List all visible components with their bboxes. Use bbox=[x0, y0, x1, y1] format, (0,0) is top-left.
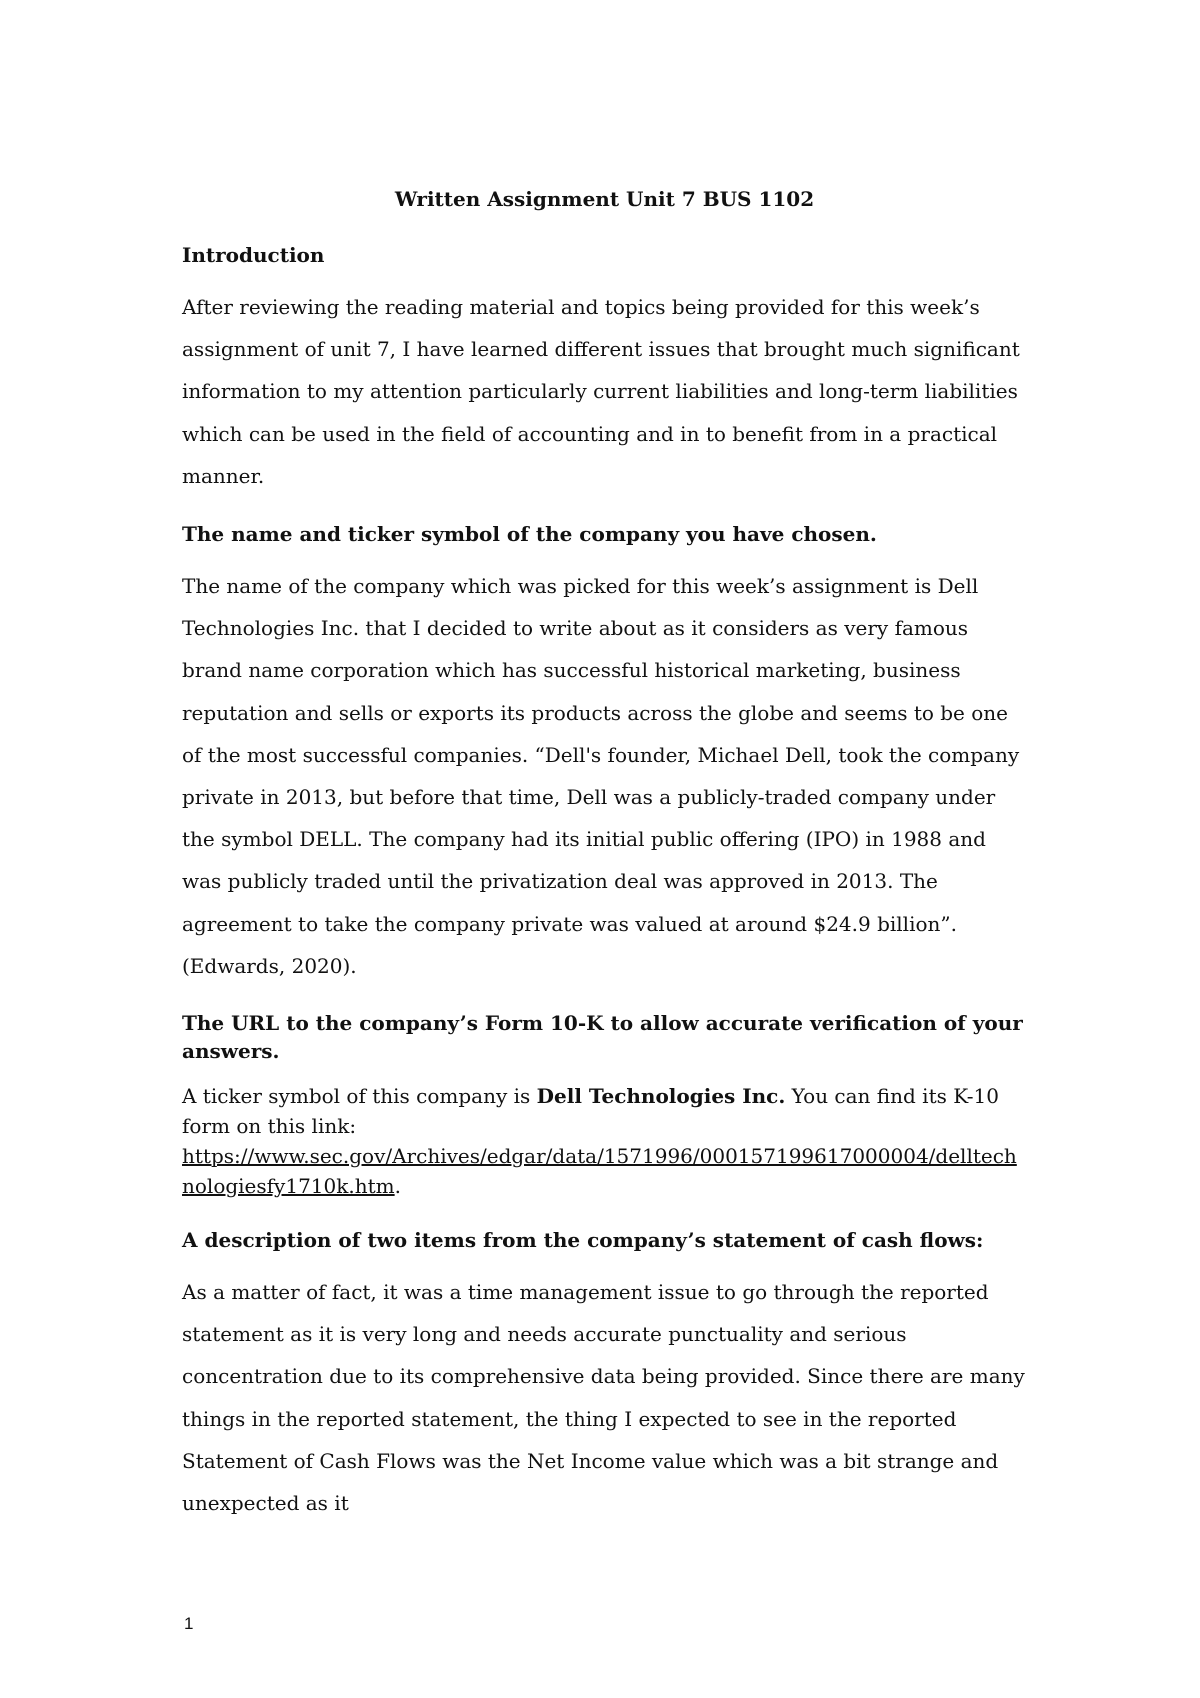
cash-flows-paragraph: As a matter of fact, it was a time management issue to go through the reported statement as it is very long and needs accurate punctuality and serious concentration due to its comprehensive data being provided. Since there are many things in the reported statement, the thing I expected to see in the reported Statement of Cash Flows was the Net Income value which was a bit strange and unexpected as it bbox=[182, 1280, 1025, 1516]
url-heading: The URL to the company’s Form 10-K to allow accurate verification of your answers. bbox=[182, 1011, 1023, 1064]
url-text-after: You can find its K-10 form on this link: bbox=[182, 1084, 999, 1139]
form-10k-link[interactable]: https://www.sec.gov/Archives/edgar/data/1571996/000157199617000004/delltechnologiesfy1710k.htm bbox=[182, 1144, 1017, 1199]
company-paragraph: The name of the company which was picked for this week’s assignment is Dell Technologies Inc. that I decided to write about as it considers as very famous brand name corporation which has successful historical marketing, business reputation and sells or exports its products across the globe and seems to be one of the most successful companies. “Dell's founder, Michael Dell, took the company private in 2013, but before that time, Dell was a publicly-traded company under the symbol DELL. The company had its initial public offering (IPO) in 1988 and was publicly traded until the privatization deal was approved in 2013. The agreement to take the company private was valued at around $24.9 billion”. (Edwards, 2020). bbox=[182, 574, 1020, 978]
url-period: . bbox=[394, 1174, 401, 1199]
company-name-bold: Dell Technologies Inc. bbox=[536, 1084, 786, 1109]
introduction-heading: Introduction bbox=[182, 243, 325, 267]
url-text-before: A ticker symbol of this company is bbox=[182, 1084, 537, 1109]
introduction-paragraph: After reviewing the reading material and topics being provided for this week’s assignment of unit 7, I have learned different issues that brought much significant information to my attention particularly current liabilities and long-term liabilities which can be used in the field of accounting and in to benefit from in a practical manner. bbox=[182, 295, 1020, 488]
page-number: 1 bbox=[184, 1614, 194, 1633]
url-paragraph bbox=[182, 1081, 1027, 1201]
cash-flows-heading: A description of two items from the company’s statement of cash flows: bbox=[182, 1228, 984, 1253]
document-body bbox=[182, 186, 1027, 1546]
document-title: Written Assignment Unit 7 BUS 1102 bbox=[394, 187, 815, 211]
company-heading: The name and ticker symbol of the company you have chosen. bbox=[182, 522, 877, 547]
